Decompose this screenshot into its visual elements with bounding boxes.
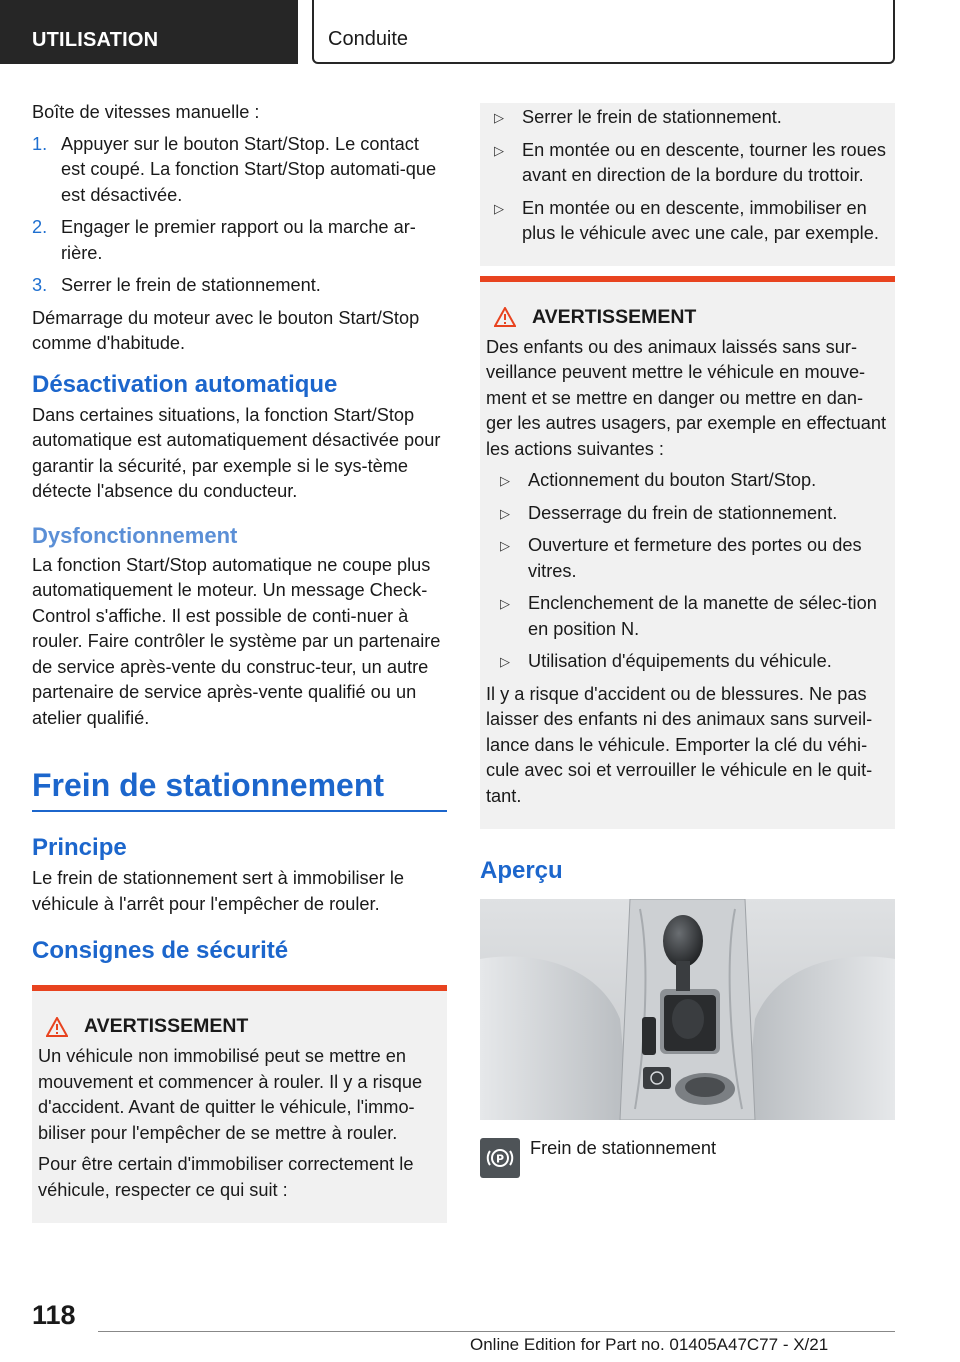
- continued-list: [480, 105, 889, 247]
- bullet-text: Ouverture et fermeture des portes ou des vitres.: [528, 535, 862, 581]
- warning-box: [32, 985, 447, 1223]
- list-item: [486, 591, 889, 642]
- bullet-text: Desserrage du frein de stationnement.: [528, 502, 838, 523]
- triangle-bullet-icon: ▷: [494, 110, 504, 125]
- list-item: [486, 468, 889, 494]
- restart-text: Démarrage du moteur avec le bouton Start/Stop comme d'habitude.: [32, 307, 420, 353]
- steps-list: [32, 132, 447, 299]
- footer-edition: Online Edition for Part no. 01405A47C77 - X/21: [470, 1335, 829, 1354]
- warning-title: [38, 1015, 441, 1038]
- left-column: [32, 100, 447, 1223]
- step-text: Engager le premier rapport ou la marche ar-rière.: [61, 217, 416, 263]
- intro-text: Boîte de vitesses manuelle :: [32, 102, 260, 122]
- bullet-text: Enclenchement de la manette de sélec-tion en position N.: [528, 593, 877, 639]
- topic-label: Conduite: [328, 28, 409, 50]
- warning-triangle-icon: [46, 1017, 68, 1037]
- right-column: [480, 103, 895, 1178]
- chapter-title: Frein de stationnement: [32, 767, 447, 812]
- bullet-text: Actionnement du bouton Start/Stop.: [528, 470, 817, 490]
- caption-text: Frein de stationnement: [530, 1138, 717, 1158]
- list-item: [486, 501, 889, 527]
- warning-title-text: AVERTISSEMENT: [84, 1015, 249, 1037]
- bullet-text: Serrer le frein de stationnement.: [522, 107, 782, 127]
- triangle-bullet-icon: ▷: [500, 654, 510, 669]
- triangle-bullet-icon: ▷: [500, 505, 510, 521]
- parking-brake-icon: [480, 1138, 520, 1178]
- list-item: [480, 196, 889, 247]
- section-label: UTILISATION: [32, 29, 159, 51]
- malfunction-text: La fonction Start/Stop automatique ne coupe plus automatiquement le moteur. Un message Check-Control s'affiche. Il est possible de conti-nuer à rouler. Faire contrôler le système par un partenaire de service après-vente du construc-teur, un autre partenaire de service après-vente qualifié ou un atelier qualifié.: [32, 554, 441, 728]
- warning-title-text: AVERTISSEMENT: [532, 305, 697, 328]
- page-number: 118: [32, 1300, 76, 1330]
- warning-triangle-icon: [494, 307, 516, 327]
- principle-text: Le frein de stationnement sert à immobiliser le véhicule à l'arrêt pour l'empêcher de rouler.: [32, 868, 405, 914]
- warning-text: Il y a risque d'accident ou de blessures. Ne pas laisser des enfants ni des animaux sans surveil-lance dans le véhicule. Emporter la clé du véhi-cule avec soi et verrouiller le véhicule en le quit-tant.: [486, 683, 873, 806]
- step-number: 2.: [32, 217, 48, 237]
- list-item: [480, 105, 889, 131]
- triangle-bullet-icon: ▷: [494, 142, 504, 158]
- topic-tab: [312, 0, 895, 64]
- principle-heading: Principe: [32, 834, 127, 861]
- auto-deactivation-heading: Désactivation automatique: [32, 370, 338, 398]
- bullet-text: Utilisation d'équipements du véhicule.: [528, 651, 832, 671]
- overview-heading: Aperçu: [480, 857, 563, 884]
- footer-divider: [98, 1331, 895, 1332]
- bullet-text: En montée ou en descente, immobiliser en plus le véhicule avec une cale, par exemple.: [522, 197, 879, 243]
- bullet-text: En montée ou en descente, tourner les roues avant en direction de la bordure du trottoir.: [522, 139, 886, 185]
- warning-text: Pour être certain d'immobiliser correctement le véhicule, respecter ce qui suit :: [38, 1154, 414, 1200]
- list-item: [480, 138, 889, 189]
- list-item: [486, 649, 889, 675]
- list-item: [32, 273, 447, 299]
- step-text: Appuyer sur le bouton Start/Stop. Le contact est coupé. La fonction Start/Stop automati-que est désactivée.: [61, 133, 437, 205]
- list-item: [32, 132, 447, 209]
- svg-text:P: P: [495, 1152, 505, 1166]
- triangle-bullet-icon: ▷: [500, 596, 510, 611]
- warning-box: [480, 276, 895, 830]
- continued-box: [480, 103, 895, 266]
- step-number: 3.: [32, 275, 48, 295]
- step-text: Serrer le frein de stationnement.: [61, 275, 321, 295]
- photo-caption: [480, 1138, 895, 1178]
- list-item: [32, 215, 447, 266]
- auto-deactivation-text: Dans certaines situations, la fonction Start/Stop automatique est automatiquement désactivée pour garantir la sécurité, par exemple si le sys-tème détecte l'absence du conducteur.: [32, 404, 441, 501]
- warning-text: Des enfants ou des animaux laissés sans sur-veillance peuvent mettre le véhicule en mouve-ment et se mettre en danger ou mettre en dan-ger les autres usagers, par exemple en effectuant les actions suivantes :: [486, 336, 887, 459]
- parking-brake-photo: [480, 899, 895, 1120]
- safety-heading: Consignes de sécurité: [32, 937, 289, 964]
- step-number: 1.: [32, 133, 48, 154]
- triangle-bullet-icon: ▷: [500, 473, 510, 488]
- warning-list: [486, 468, 889, 675]
- list-item: [486, 533, 889, 584]
- warning-text: Un véhicule non immobilisé peut se mettre en mouvement et commencer à rouler. Il y a risque d'accident. Avant de quitter le véhicule, l'immo-biliser pour l'empêcher de se mettre à rouler.: [38, 1046, 423, 1143]
- warning-title: [486, 306, 889, 329]
- triangle-bullet-icon: ▷: [500, 538, 510, 553]
- malfunction-heading: Dysfonctionnement: [32, 522, 238, 548]
- center-console-illustration: [480, 899, 895, 1120]
- section-tab: [0, 0, 298, 64]
- triangle-bullet-icon: ▷: [494, 200, 504, 216]
